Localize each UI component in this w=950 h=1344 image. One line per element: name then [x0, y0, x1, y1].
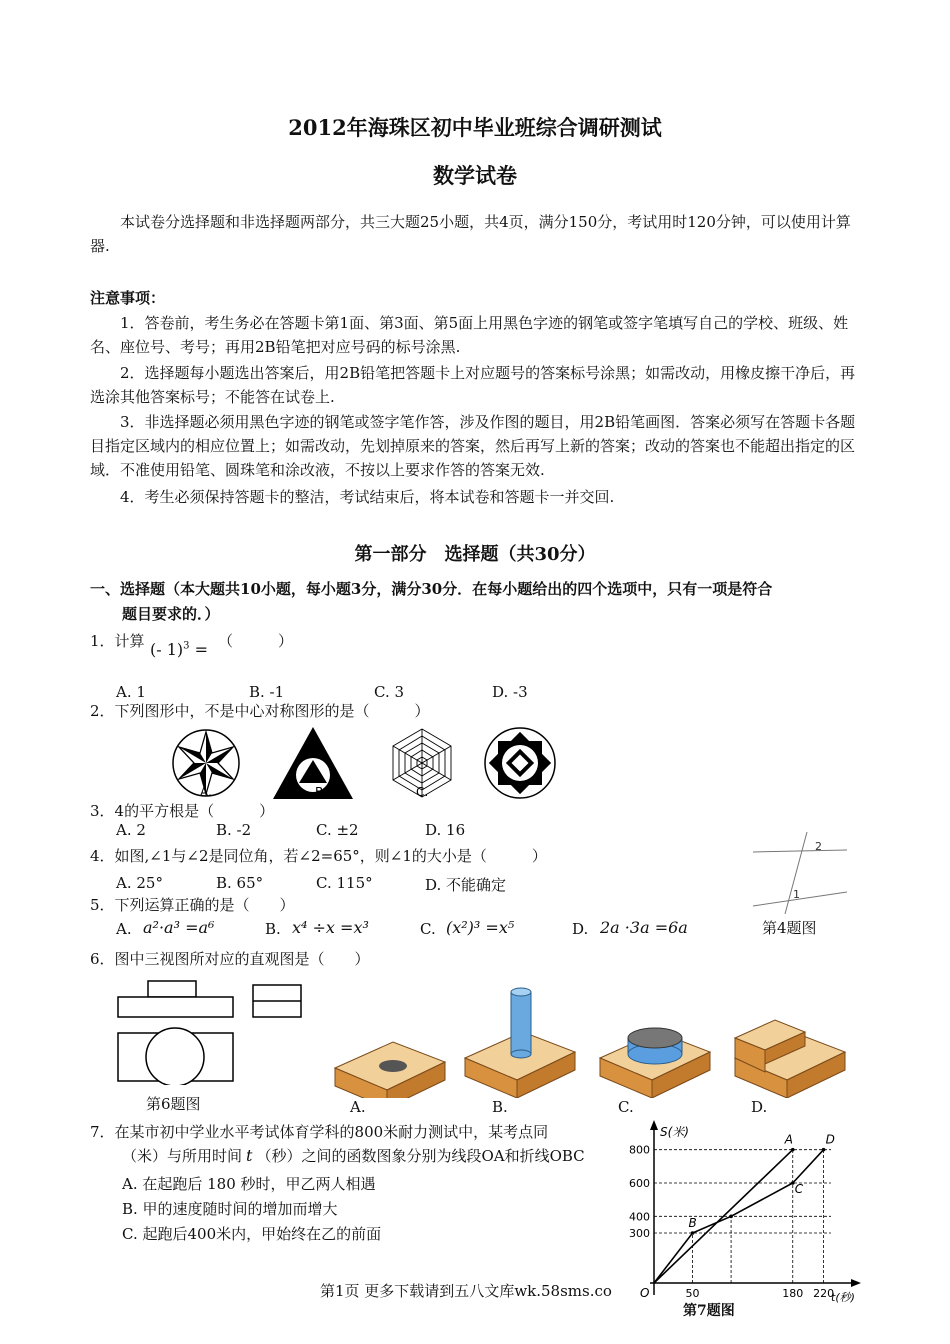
q7-variable-t: t	[246, 1146, 253, 1165]
q5-option-c-label: C.	[420, 920, 436, 938]
section-heading-line1: 一、选择题（本大题共10小题，每小题3分，满分30分．在每小题给出的四个选项中，只有一项是符合	[90, 580, 773, 598]
q6-label-c: C.	[618, 1098, 634, 1116]
q7-point-label-O: O	[640, 1286, 650, 1300]
q5-option-b-label: B.	[265, 920, 281, 938]
q2-figures	[160, 722, 580, 804]
q1-stem: 1．计算	[90, 632, 145, 650]
notice-item-3: 3．非选择题必须用黑色字迹的钢笔或签字笔作答，涉及作图的题目，用2B铅笔画图．答案必须写在答题卡各题目指定区域内的相应位置上；如需改动，先划掉原来的答案，然后再写上新的答案；改动的答案也不能超出指定的区域．不准使用铅笔、圆珠笔和涂改液，不按以上要求作答的答案无效.	[90, 413, 856, 479]
notice-item-4: 4．考生必须保持答题卡的整洁，考试结束后，将本试卷和答题卡一并交回.	[120, 488, 615, 506]
q6-solid-c	[600, 1028, 710, 1098]
q6-fig-caption: 第6题图	[146, 1095, 201, 1113]
q6-label-a: A.	[350, 1098, 366, 1116]
q1-equals: =	[189, 640, 209, 659]
page-footer: 第1页 更多下载请到五八文库wk.58sms.co	[320, 1280, 616, 1301]
q6-solid-a	[335, 1042, 445, 1098]
q7-stem-line2-b: （秒）之间的函数图象分别为线段OA和折线OBC	[256, 1147, 585, 1165]
intro-paragraph: 本试卷分选择题和非选择题两部分，共三大题25小题，共4页，满分150分，考试用时120分钟，可以使用计算器.	[90, 213, 851, 255]
q4-option-d: D. 不能确定	[425, 876, 507, 894]
exam-subtitle: 数学试卷	[433, 163, 517, 188]
q6-three-views	[110, 975, 310, 1085]
notice-item-1: 1．答卷前，考生务必在答题卡第1面、第3面、第5面上用黑色字迹的钢笔或签字笔填写自己的学校、班级、姓名、座位号、考号；再用2B铅笔把对应号码的标号涂黑.	[90, 314, 849, 356]
q5-option-c-expr: (x²)³ =x⁵	[446, 918, 515, 937]
q7-point-label-B: B	[688, 1216, 697, 1230]
q6-label-d: D.	[751, 1098, 768, 1116]
q7-option-c: C. 起跑后400米内，甲始终在乙的前面	[122, 1225, 382, 1243]
q5-option-b-expr: x⁴ ÷x =x³	[292, 918, 369, 937]
q4-figure	[745, 830, 855, 915]
notice-heading: 注意事项：	[90, 289, 166, 307]
q7-point-label-D: D	[825, 1132, 835, 1147]
part1-title: 第一部分 选择题（共30分）	[354, 544, 596, 565]
q7-y-tick-300: 300	[629, 1227, 650, 1240]
q7-chart	[612, 1118, 862, 1318]
q7-y-arrow	[650, 1120, 658, 1130]
q6-solid-d	[735, 1020, 845, 1098]
q2-figure-d	[485, 728, 555, 798]
q2-stem: 2．下列图形中，不是中心对称图形的是（ ）	[90, 702, 430, 720]
q5-option-a-expr: a²·a³ =a⁶	[143, 918, 215, 937]
q7-point-label-A: A	[784, 1132, 793, 1147]
q1-option-b: B. -1	[249, 683, 285, 701]
q3-option-d: D. 16	[425, 821, 466, 839]
q4-angle-1-label: 1	[793, 888, 800, 901]
q1-option-c: C. 3	[374, 683, 405, 701]
q7-x-tick-50: 50	[685, 1287, 700, 1300]
notice-item-2: 2．选择题每小题选出答案后，用2B铅笔把答题卡上对应题号的答案标号涂黑；如需改动，用橡皮擦干净后，再选涂其他答案标号；不能答在试卷上.	[90, 364, 856, 406]
q7-point-label-C: C	[794, 1182, 804, 1196]
exam-title: 2012年海珠区初中毕业班综合调研测试	[288, 115, 662, 140]
q2-figure-b	[273, 727, 353, 799]
q5-option-d-label: D.	[572, 920, 589, 938]
q4-angle-2-label: 2	[815, 840, 822, 853]
q1-option-d: D. -3	[492, 683, 528, 701]
q7-x-tick-180: 180	[782, 1287, 804, 1300]
q5-option-d-expr: 2a ·3a =6a	[600, 918, 688, 937]
q7-y-tick-600: 600	[629, 1177, 650, 1190]
q2-label-b: B.	[315, 785, 328, 799]
q1-answer-paren: （ ）	[218, 632, 294, 650]
q6-solid-b	[465, 988, 575, 1098]
q7-y-label: S(米)	[660, 1125, 689, 1139]
section-heading-line2: 题目要求的．）	[122, 605, 220, 623]
q7-option-a: A. 在起跑后 180 秒时，甲乙两人相遇	[122, 1175, 376, 1193]
q7-y-tick-800: 800	[629, 1143, 650, 1157]
q2-label-a: A.	[200, 785, 212, 799]
q4-fig-caption: 第4题图	[762, 919, 817, 937]
q1-base: (- 1)	[150, 640, 184, 659]
q3-stem: 3．4的平方根是（ ）	[90, 802, 275, 820]
q7-x-tick-220: 220	[813, 1287, 835, 1300]
q7-stem-line2-a: （米）与所用时间	[122, 1147, 243, 1165]
q3-option-b: B. -2	[216, 821, 252, 839]
q7-stem-line2	[122, 1145, 585, 1166]
q3-option-c: C. ±2	[316, 821, 359, 839]
q7-fig-caption: 第7题图	[683, 1303, 735, 1319]
q1-option-a: A. 1	[116, 683, 146, 701]
q4-stem: 4．如图,∠1与∠2是同位角，若∠2=65°，则∠1的大小是（ ）	[90, 847, 547, 865]
q4-option-a: A. 25°	[116, 874, 163, 892]
q7-x-label: t(秒)	[831, 1291, 855, 1304]
q7-axes	[650, 1120, 861, 1304]
q7-point-OBCD-1	[729, 1215, 733, 1219]
q4-option-b: B. 65°	[216, 874, 264, 892]
q7-point-OA-0	[791, 1148, 795, 1152]
q7-stem-line1: 7．在某市初中学业水平考试体育学科的800米耐力测试中，某考点同	[90, 1123, 549, 1141]
q6-solid-figures	[325, 980, 855, 1098]
q7-x-arrow	[851, 1279, 861, 1287]
q6-label-b: B.	[492, 1098, 508, 1116]
q5-stem: 5．下列运算正确的是（ ）	[90, 896, 295, 914]
q3-option-a: A. 2	[116, 821, 146, 839]
q7-series	[654, 1148, 825, 1283]
q2-label-c: C.	[416, 785, 429, 799]
q1-exponent: 3	[183, 640, 190, 652]
q7-point-OBCD-0	[691, 1231, 695, 1235]
q7-y-tick-400: 400	[629, 1210, 650, 1224]
q1-expression	[150, 640, 208, 659]
q7-point-OBCD-3	[822, 1148, 826, 1152]
q4-option-c: C. 115°	[316, 874, 373, 892]
q6-stem: 6．图中三视图所对应的直观图是（ ）	[90, 950, 370, 968]
q5-option-a-label: A.	[116, 920, 132, 938]
q7-option-b: B. 甲的速度随时间的增加而增大	[122, 1200, 338, 1218]
